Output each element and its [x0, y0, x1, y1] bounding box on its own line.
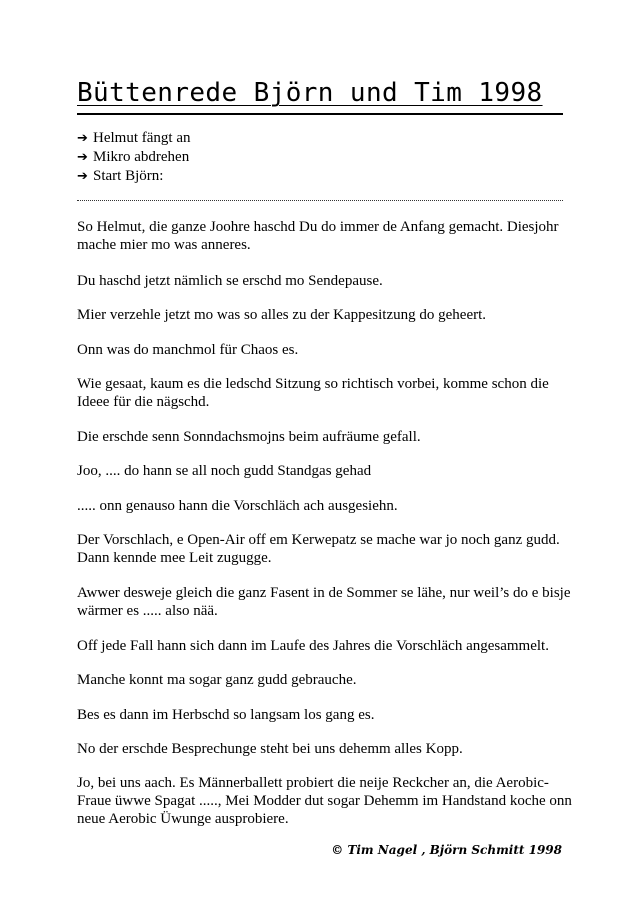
speech-paragraph: Wie gesaat, kaum es die ledschd Sitzung so richtisch vorbei, komme schon die Ideee für die nägschd. [77, 376, 549, 410]
speech-paragraph: Der Vorschlach, e Open-Air off em Kerwepatz se mache war jo noch ganz gudd. Dann kennde mee Leit zugugge. [77, 532, 560, 566]
speech-paragraph: ..... onn genauso hann die Vorschläch ach ausgesiehn. [77, 498, 398, 514]
speech-paragraph: So Helmut, die ganze Joohre haschd Du do immer de Anfang gemacht. Diesjohr mache mier mo was anneres. [77, 219, 559, 253]
title-rule [77, 113, 563, 115]
speech-paragraph: Die erschde senn Sonndachsmojns beim aufräume gefall. [77, 429, 421, 445]
speech-paragraph: Du haschd jetzt nämlich se erschd mo Sendepause. [77, 273, 383, 289]
stage-direction-text: Helmut fängt an [93, 130, 191, 146]
stage-direction-item [77, 148, 190, 167]
arrow-right-icon: ➔ [77, 169, 88, 184]
arrow-right-icon: ➔ [77, 150, 88, 165]
stage-direction-text: Start Björn: [93, 168, 164, 184]
speech-paragraph: Manche konnt ma sogar ganz gudd gebrauche. [77, 672, 357, 688]
dotted-divider [77, 200, 563, 201]
speech-paragraph: Mier verzehle jetzt mo was so alles zu der Kappesitzung do geheert. [77, 307, 487, 323]
stage-direction-item [77, 167, 190, 186]
speech-paragraph: Awwer desweje gleich die ganz Fasent in de Sommer se lähe, nur weil’s do e bisje wärmer es ..... also nää. [77, 585, 571, 619]
speech-paragraph: No der erschde Besprechunge steht bei uns dehemm alles Kopp. [77, 741, 463, 757]
stage-directions [77, 129, 190, 186]
speech-paragraph: Onn was do manchmol für Chaos es. [77, 342, 299, 358]
speech-paragraph: Bes es dann im Herbschd so langsam los gang es. [77, 707, 375, 723]
page-title: Büttenrede Björn und Tim 1998 [77, 78, 543, 108]
speech-paragraph: Off jede Fall hann sich dann im Laufe des Jahres die Vorschläch angesammelt. [77, 638, 549, 654]
stage-direction-item [77, 129, 190, 148]
speech-paragraph: Joo, .... do hann se all noch gudd Standgas gehad [77, 463, 372, 479]
arrow-right-icon: ➔ [77, 131, 88, 146]
stage-direction-text: Mikro abdrehen [93, 149, 190, 165]
speech-paragraph: Jo, bei uns aach. Es Männerballett probiert die neije Reckcher an, die Aerobic-Fraue üwwe Spagat ....., Mei Modder dut sogar Dehemm im Handstand koche onn neue Aerobic Üwunge ausprobiere. [77, 775, 572, 827]
copyright-signature: © Tim Nagel , Björn Schmitt 1998 [331, 843, 562, 857]
